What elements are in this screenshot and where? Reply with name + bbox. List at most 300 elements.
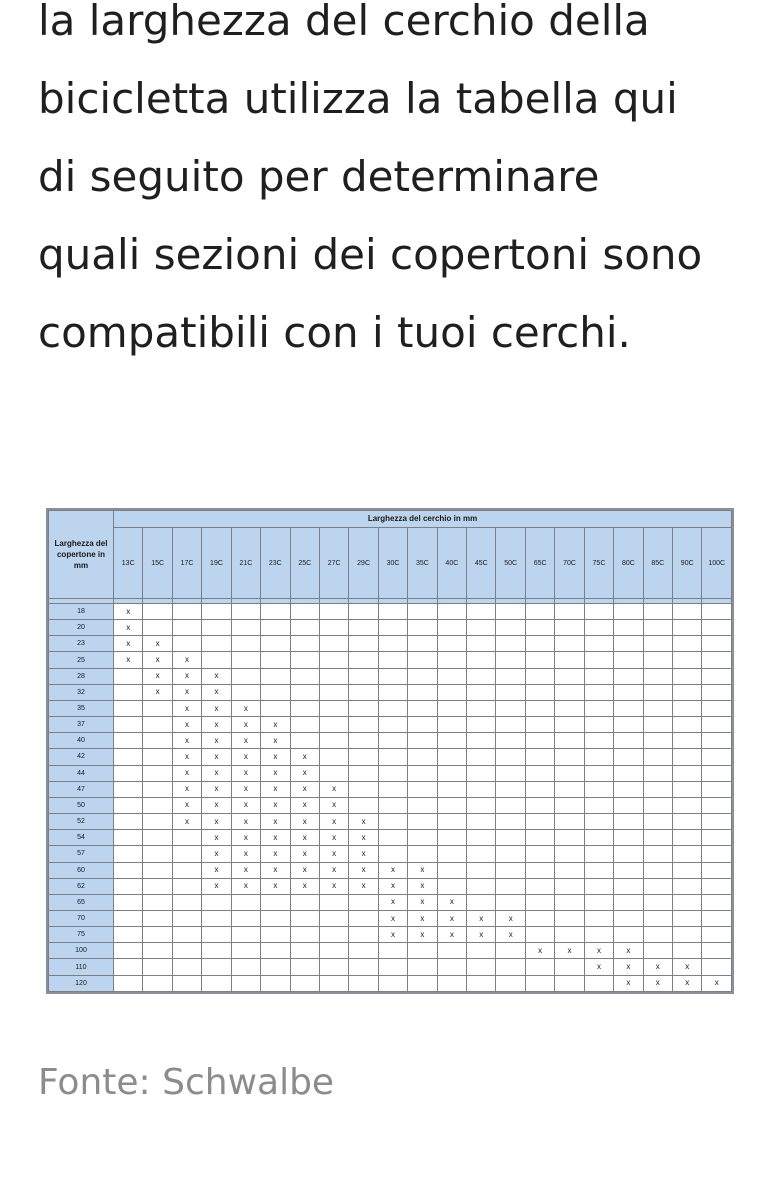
compatibility-cell (702, 846, 732, 862)
compatibility-cell (555, 765, 584, 781)
compatibility-cell (614, 652, 643, 668)
compatibility-cell (114, 717, 143, 733)
compatibility-cell: x (408, 878, 437, 894)
compatibility-cell (437, 959, 466, 975)
compatibility-cell (673, 878, 702, 894)
compatibility-cell: x (290, 846, 319, 862)
compatibility-cell: x (408, 894, 437, 910)
compatibility-cell: x (290, 765, 319, 781)
compatibility-cell (702, 668, 732, 684)
compatibility-cell (643, 830, 672, 846)
compatibility-cell (114, 814, 143, 830)
row-header: 42 (49, 749, 114, 765)
compatibility-cell: x (467, 927, 496, 943)
table-row (49, 717, 732, 733)
compatibility-cell (673, 781, 702, 797)
compatibility-cell (202, 975, 231, 991)
compatibility-cell (319, 927, 348, 943)
compatibility-cell (143, 943, 172, 959)
compatibility-cell (143, 733, 172, 749)
compatibility-cell: x (202, 668, 231, 684)
row-header: 100 (49, 943, 114, 959)
column-header: 21C (231, 528, 260, 599)
compatibility-cell (702, 943, 732, 959)
compatibility-cell (496, 959, 525, 975)
compatibility-cell: x (614, 975, 643, 991)
column-header: 17C (172, 528, 201, 599)
compatibility-cell: x (319, 846, 348, 862)
compatibility-cell (319, 604, 348, 620)
compatibility-cell (172, 910, 201, 926)
compatibility-cell (614, 878, 643, 894)
compatibility-cell (467, 814, 496, 830)
compatibility-cell (643, 717, 672, 733)
compatibility-cell (525, 636, 554, 652)
compatibility-cell (143, 717, 172, 733)
compatibility-cell: x (614, 943, 643, 959)
compatibility-cell: x (172, 814, 201, 830)
compatibility-cell (319, 975, 348, 991)
compatibility-cell (290, 943, 319, 959)
table-body (49, 599, 732, 992)
compatibility-cell (555, 620, 584, 636)
compatibility-cell (319, 668, 348, 684)
compatibility-cell (349, 910, 378, 926)
compatibility-cell (702, 910, 732, 926)
compatibility-cell (584, 878, 613, 894)
compatibility-cell (231, 604, 260, 620)
compatibility-cell (378, 765, 407, 781)
compatibility-cell: x (261, 717, 290, 733)
compatibility-cell (614, 684, 643, 700)
compatibility-cell (467, 830, 496, 846)
column-header: 27C (319, 528, 348, 599)
compatibility-cell (378, 830, 407, 846)
column-header: 100C (702, 528, 732, 599)
compatibility-cell (408, 797, 437, 813)
compatibility-cell (614, 717, 643, 733)
compatibility-cell (114, 927, 143, 943)
compatibility-cell (114, 894, 143, 910)
table-row (49, 830, 732, 846)
compatibility-cell (202, 636, 231, 652)
column-header: 19C (202, 528, 231, 599)
compatibility-cell (467, 717, 496, 733)
compatibility-cell: x (349, 878, 378, 894)
compatibility-cell (378, 749, 407, 765)
compatibility-cell (437, 604, 466, 620)
compatibility-cell (525, 797, 554, 813)
compatibility-cell (614, 910, 643, 926)
row-header: 18 (49, 604, 114, 620)
compatibility-cell (496, 846, 525, 862)
compatibility-cell (143, 700, 172, 716)
compatibility-cell (614, 668, 643, 684)
compatibility-cell: x (231, 733, 260, 749)
compatibility-cell (702, 749, 732, 765)
compatibility-cell (349, 781, 378, 797)
row-header: 57 (49, 846, 114, 862)
compatibility-cell: x (172, 733, 201, 749)
compatibility-cell (496, 830, 525, 846)
compatibility-cell: x (290, 814, 319, 830)
compatibility-cell: x (202, 814, 231, 830)
compatibility-cell (172, 620, 201, 636)
compatibility-cell (643, 604, 672, 620)
compatibility-cell (673, 717, 702, 733)
compatibility-cell: x (231, 717, 260, 733)
compatibility-cell (437, 684, 466, 700)
compatibility-cell (231, 652, 260, 668)
compatibility-cell (673, 604, 702, 620)
compatibility-cell (143, 781, 172, 797)
table-row (49, 636, 732, 652)
compatibility-cell (114, 959, 143, 975)
compatibility-cell: x (349, 814, 378, 830)
table-row (49, 652, 732, 668)
compatibility-cell (555, 700, 584, 716)
compatibility-cell (319, 749, 348, 765)
row-header: 20 (49, 620, 114, 636)
compatibility-cell (114, 749, 143, 765)
compatibility-cell (143, 878, 172, 894)
compatibility-cell (673, 636, 702, 652)
compatibility-cell (496, 781, 525, 797)
compatibility-cell: x (261, 830, 290, 846)
compatibility-cell (378, 943, 407, 959)
compatibility-cell (143, 862, 172, 878)
compatibility-cell (319, 943, 348, 959)
compatibility-cell (496, 797, 525, 813)
compatibility-cell (673, 620, 702, 636)
compatibility-cell (525, 862, 554, 878)
compatibility-cell (673, 684, 702, 700)
compatibility-cell (673, 862, 702, 878)
compatibility-cell: x (496, 927, 525, 943)
compatibility-cell (496, 604, 525, 620)
compatibility-cell (114, 975, 143, 991)
compatibility-cell (673, 910, 702, 926)
compatibility-cell (114, 797, 143, 813)
compatibility-cell (319, 652, 348, 668)
compatibility-cell (437, 700, 466, 716)
compatibility-cell: x (231, 749, 260, 765)
compatibility-cell (114, 781, 143, 797)
compatibility-cell (555, 878, 584, 894)
compatibility-cell (467, 700, 496, 716)
compatibility-cell: x (172, 668, 201, 684)
column-header: 29C (349, 528, 378, 599)
compatibility-cell (496, 894, 525, 910)
compatibility-cell: x (378, 894, 407, 910)
compatibility-cell (467, 797, 496, 813)
compatibility-cell (584, 927, 613, 943)
compatibility-cell (408, 652, 437, 668)
compatibility-cell (614, 894, 643, 910)
compatibility-cell (702, 717, 732, 733)
compatibility-cell (614, 927, 643, 943)
compatibility-cell (408, 814, 437, 830)
compatibility-cell: x (202, 846, 231, 862)
compatibility-cell: x (319, 862, 348, 878)
compatibility-cell: x (437, 927, 466, 943)
table-row (49, 700, 732, 716)
compatibility-cell (496, 749, 525, 765)
compatibility-cell (408, 636, 437, 652)
compatibility-cell: x (261, 749, 290, 765)
compatibility-cell (467, 975, 496, 991)
compatibility-cell (643, 878, 672, 894)
compatibility-cell (114, 943, 143, 959)
compatibility-cell (319, 910, 348, 926)
compatibility-cell (202, 894, 231, 910)
compatibility-cell (584, 910, 613, 926)
compatibility-cell (584, 862, 613, 878)
compatibility-cell (143, 910, 172, 926)
compatibility-cell (584, 636, 613, 652)
compatibility-cell (467, 846, 496, 862)
compatibility-cell (525, 604, 554, 620)
compatibility-cell (437, 636, 466, 652)
compatibility-cell: x (261, 733, 290, 749)
compatibility-cell (114, 830, 143, 846)
compatibility-cell (555, 894, 584, 910)
compatibility-cell: x (202, 717, 231, 733)
compatibility-cell (408, 700, 437, 716)
column-header: 45C (467, 528, 496, 599)
compatibility-cell (261, 684, 290, 700)
compatibility-cell (349, 733, 378, 749)
column-header: 80C (614, 528, 643, 599)
compatibility-cell (319, 684, 348, 700)
compatibility-cell (555, 975, 584, 991)
compatibility-cell (290, 910, 319, 926)
compatibility-cell (702, 797, 732, 813)
compatibility-cell (437, 862, 466, 878)
compatibility-cell (290, 668, 319, 684)
column-header: 40C (437, 528, 466, 599)
compatibility-cell (555, 749, 584, 765)
compatibility-cell (702, 959, 732, 975)
table-row (49, 814, 732, 830)
compatibility-cell (496, 652, 525, 668)
row-header: 110 (49, 959, 114, 975)
column-header: 15C (143, 528, 172, 599)
row-header: 28 (49, 668, 114, 684)
compatibility-cell (525, 717, 554, 733)
compatibility-cell (290, 894, 319, 910)
compatibility-cell: x (702, 975, 732, 991)
compatibility-cell (614, 604, 643, 620)
compatibility-cell (143, 959, 172, 975)
compatibility-cell (319, 700, 348, 716)
compatibility-cell (496, 636, 525, 652)
compatibility-cell (114, 862, 143, 878)
compatibility-cell: x (525, 943, 554, 959)
compatibility-cell (143, 830, 172, 846)
compatibility-cell: x (349, 862, 378, 878)
compatibility-cell (673, 927, 702, 943)
compatibility-cell (261, 910, 290, 926)
compatibility-cell (172, 975, 201, 991)
compatibility-cell (143, 749, 172, 765)
table-row (49, 749, 732, 765)
compatibility-cell: x (202, 797, 231, 813)
compatibility-cell (143, 604, 172, 620)
compatibility-cell: x (202, 830, 231, 846)
compatibility-cell (378, 846, 407, 862)
compatibility-cell (496, 684, 525, 700)
compatibility-cell (143, 620, 172, 636)
compatibility-cell (614, 733, 643, 749)
column-header: 65C (525, 528, 554, 599)
compatibility-cell: x (261, 846, 290, 862)
compatibility-cell (408, 781, 437, 797)
compatibility-cell (172, 604, 201, 620)
compatibility-cell (437, 733, 466, 749)
compatibility-cell: x (614, 959, 643, 975)
compatibility-cell (261, 927, 290, 943)
compatibility-cell: x (202, 765, 231, 781)
compatibility-cell (555, 684, 584, 700)
compatibility-cell: x (143, 684, 172, 700)
compatibility-cell (584, 894, 613, 910)
compatibility-cell (261, 959, 290, 975)
compatibility-cell (261, 975, 290, 991)
compatibility-cell (584, 717, 613, 733)
compatibility-cell (261, 652, 290, 668)
table-row (49, 959, 732, 975)
compatibility-cell (614, 797, 643, 813)
compatibility-cell (143, 814, 172, 830)
compatibility-cell: x (319, 830, 348, 846)
compatibility-cell (378, 781, 407, 797)
compatibility-cell (555, 846, 584, 862)
compatibility-cell (702, 652, 732, 668)
table-row (49, 684, 732, 700)
compatibility-cell (525, 959, 554, 975)
compatibility-cell: x (231, 862, 260, 878)
compatibility-cell (525, 765, 554, 781)
compatibility-cell (525, 700, 554, 716)
compatibility-cell (584, 620, 613, 636)
compatibility-cell (408, 668, 437, 684)
source-credit: Fonte: Schwalbe (38, 1062, 335, 1103)
compatibility-cell (261, 700, 290, 716)
compatibility-table (48, 510, 732, 992)
compatibility-cell (349, 668, 378, 684)
compatibility-cell: x (202, 749, 231, 765)
compatibility-cell (614, 700, 643, 716)
compatibility-cell (702, 604, 732, 620)
compatibility-cell (437, 668, 466, 684)
compatibility-cell (378, 620, 407, 636)
compatibility-cell: x (261, 878, 290, 894)
compatibility-cell (555, 910, 584, 926)
row-header: 35 (49, 700, 114, 716)
compatibility-cell: x (349, 830, 378, 846)
column-header: 25C (290, 528, 319, 599)
compatibility-cell (496, 620, 525, 636)
compatibility-cell (467, 652, 496, 668)
compatibility-cell (408, 959, 437, 975)
compatibility-cell (290, 975, 319, 991)
compatibility-cell (584, 781, 613, 797)
compatibility-cell (555, 781, 584, 797)
compatibility-cell: x (319, 878, 348, 894)
compatibility-cell (408, 975, 437, 991)
compatibility-cell: x (643, 975, 672, 991)
compatibility-cell (172, 943, 201, 959)
compatibility-cell: x (673, 959, 702, 975)
compatibility-cell (408, 943, 437, 959)
compatibility-cell: x (261, 814, 290, 830)
compatibility-cell: x (378, 927, 407, 943)
compatibility-cell (673, 814, 702, 830)
compatibility-cell (349, 797, 378, 813)
compatibility-cell: x (231, 765, 260, 781)
compatibility-cell (467, 668, 496, 684)
compatibility-cell (349, 636, 378, 652)
compatibility-cell (378, 668, 407, 684)
compatibility-cell (290, 652, 319, 668)
table-row (49, 878, 732, 894)
compatibility-cell (467, 749, 496, 765)
compatibility-cell (319, 620, 348, 636)
compatibility-cell (702, 620, 732, 636)
compatibility-cell: x (231, 700, 260, 716)
compatibility-cell (584, 975, 613, 991)
compatibility-cell (114, 668, 143, 684)
compatibility-cell (467, 604, 496, 620)
compatibility-cell: x (437, 910, 466, 926)
compatibility-cell (643, 910, 672, 926)
compatibility-cell (172, 927, 201, 943)
article-line: di seguito per determinare (38, 152, 600, 201)
compatibility-cell (349, 620, 378, 636)
article-line: quali sezioni dei copertoni sono (38, 230, 703, 279)
compatibility-cell (525, 910, 554, 926)
compatibility-cell (467, 943, 496, 959)
article-line: la larghezza del cerchio della (38, 0, 650, 45)
compatibility-cell (290, 927, 319, 943)
compatibility-cell (702, 636, 732, 652)
compatibility-cell (114, 878, 143, 894)
row-header: 75 (49, 927, 114, 943)
compatibility-cell (261, 620, 290, 636)
column-header-row (49, 528, 732, 599)
compatibility-cell: x (673, 975, 702, 991)
compatibility-cell (643, 814, 672, 830)
compatibility-cell (702, 927, 732, 943)
compatibility-cell (437, 652, 466, 668)
compatibility-cell (408, 749, 437, 765)
compatibility-cell (378, 733, 407, 749)
compatibility-cell (114, 765, 143, 781)
compatibility-cell (408, 830, 437, 846)
compatibility-cell (114, 684, 143, 700)
compatibility-cell (584, 652, 613, 668)
compatibility-cell (643, 620, 672, 636)
compatibility-cell (378, 652, 407, 668)
compatibility-cell (673, 668, 702, 684)
table-row (49, 846, 732, 862)
row-header: 37 (49, 717, 114, 733)
compatibility-cell (290, 733, 319, 749)
compatibility-cell (702, 733, 732, 749)
compatibility-cell (614, 636, 643, 652)
compatibility-table-image (46, 508, 734, 994)
